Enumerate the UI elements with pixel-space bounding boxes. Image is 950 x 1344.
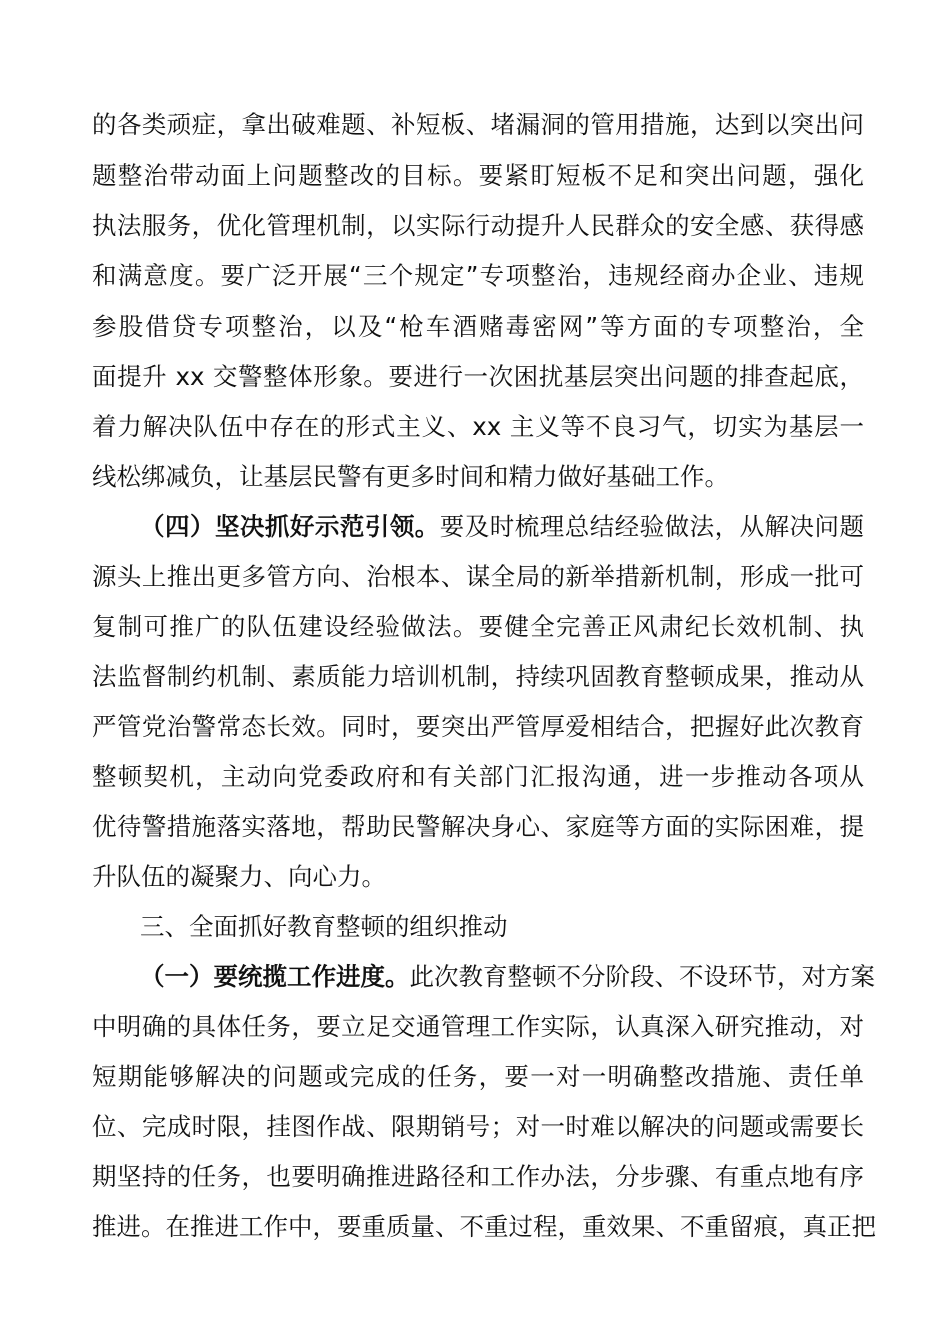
paragraph-1-line-6: 面提升 xx 交警整体形象。要进行一次困扰基层突出问题的排查起底， bbox=[92, 362, 864, 391]
paragraph-1-line-1: 的各类顽症，拿出破难题、补短板、堵漏洞的管用措施，达到以突出问 bbox=[92, 110, 864, 139]
paragraph-2-line-3: 复制可推广的队伍建设经验做法。要健全完善正风肃纪长效机制、执 bbox=[92, 612, 864, 641]
paragraph-1-line-2: 题整治带动面上问题整改的目标。要紧盯短板不足和突出问题，强化 bbox=[92, 161, 864, 190]
paragraph-3-first-line-text: 此次教育整顿不分阶段、不设环节，对方案 bbox=[409, 962, 875, 991]
paragraph-3-line-2: 中明确的具体任务，要立足交通管理工作实际，认真深入研究推动，对 bbox=[92, 1012, 864, 1041]
paragraph-3-line-4: 位、完成时限，挂图作战、限期销号；对一时难以解决的问题或需要长 bbox=[92, 1112, 864, 1141]
paragraph-2-line-4: 法监督制约机制、素质能力培训机制，持续巩固教育整顿成果，推动从 bbox=[92, 662, 864, 691]
paragraph-2-first-line bbox=[140, 512, 864, 542]
paragraph-1-line-5: 参股借贷专项整治，以及“枪车酒赌毒密网”等方面的专项整治，全 bbox=[92, 312, 864, 341]
paragraph-3-line-5: 期坚持的任务，也要明确推进路径和工作办法，分步骤、有重点地有序 bbox=[92, 1162, 864, 1191]
paragraph-2-line-7: 优待警措施落实落地，帮助民警解决身心、家庭等方面的实际困难，提 bbox=[92, 812, 864, 841]
paragraph-3-first-line bbox=[140, 962, 875, 992]
paragraph-2-first-line-text: 要及时梳理总结经验做法，从解决问题 bbox=[439, 512, 865, 541]
paragraph-3-line-6: 推进。在推进工作中，要重质量、不重过程，重效果、不重留痕，真正把 bbox=[92, 1212, 876, 1241]
section-heading: 三、全面抓好教育整顿的组织推动 bbox=[140, 912, 508, 941]
paragraph-2-line-6: 整顿契机，主动向党委政府和有关部门汇报沟通，进一步推动各项从 bbox=[92, 762, 864, 791]
paragraph-1-line-3: 执法服务，优化管理机制，以实际行动提升人民群众的安全感、获得感 bbox=[92, 211, 864, 240]
paragraph-3-heading: （一）要统揽工作进度。 bbox=[140, 962, 410, 991]
paragraph-1-line-8: 线松绑减负，让基层民警有更多时间和精力做好基础工作。 bbox=[92, 462, 729, 491]
paragraph-3-line-3: 短期能够解决的问题或完成的任务，要一对一明确整改措施、责任单 bbox=[92, 1062, 864, 1091]
paragraph-1-line-4: 和满意度。要广泛开展“三个规定”专项整治，违规经商办企业、违规 bbox=[92, 261, 864, 290]
paragraph-2-line-5: 严管党治警常态长效。同时，要突出严管厚爱相结合，把握好此次教育 bbox=[92, 712, 864, 741]
paragraph-1-line-7: 着力解决队伍中存在的形式主义、xx 主义等不良习气，切实为基层一 bbox=[92, 412, 864, 441]
paragraph-2-heading: （四）坚决抓好示范引领。 bbox=[140, 512, 440, 541]
paragraph-2-line-2: 源头上推出更多管方向、治根本、谋全局的新举措新机制，形成一批可 bbox=[92, 562, 864, 591]
paragraph-2-line-8: 升队伍的凝聚力、向心力。 bbox=[92, 862, 386, 891]
